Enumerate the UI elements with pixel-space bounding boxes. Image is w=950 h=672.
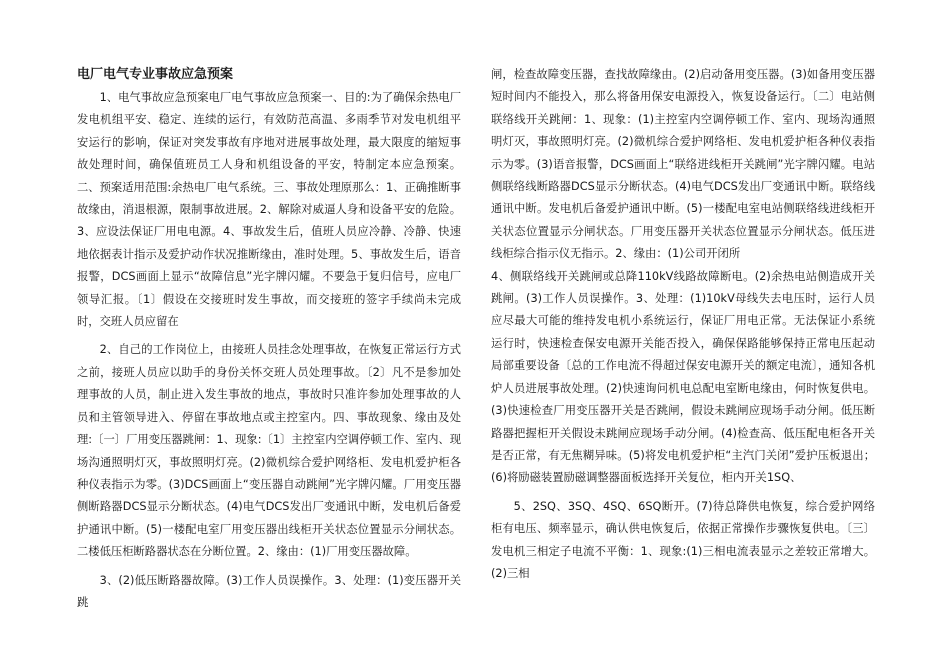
paragraph-5: 5、2SQ、3SQ、4SQ、6SQ断开。(7)待总降供电恢复，综合爱护网络柜有电压、频率显示，确认供电恢复后，依据正常操作步骤恢复供电。〔三〕发电机三相定子电流不平衡：1、现象:(1)三相电流表显示之差较正常增大。(2)三相 (491, 499, 875, 580)
paragraph-4: 4、侧联络线开关跳闸或总降110kV线路故障断电。(2)余热电站侧造成开关跳闸。(3)工作人员误操作。3、处理：(1)10kV母线失去电压时，运行人员应尽最大可能的维持发电机小系统运行，保证厂用电正常。无法保证小系统运行时，快速检查保安电源开关能否投入，确保保路能够保持正常电压起动局部重要设备〔总的工作电流不得超过保安电源开关的额定电流〕，通知各机炉人员进展事故处理。(2)快速询问机电总配电室断电缘由，何时恢复供电。(3)快速检查厂用变压器开关是否跳闸，假设未跳闸应现场手动分闸。低压断路器把握柜开关假设未跳闸应现场手动分闸。(4)检查高、低压配电柜各开关是否正常，有无焦糊异味。(5)将发电机爱护柜“主汽门关闭”爱护压板退出；(6)将励磁装置励磁调整器面板选择开关复位，柜内开关1SQ、 (491, 269, 875, 485)
paragraph-2: 2、自己的工作岗位上，由接班人员挂念处理事故，在恢复正常运行方式之前，接班人员应以助手的身份关怀交班人员处理事故。〔2〕凡不是参加处理事故的人员，制止进入发生事故的地点，事故时只准许参加处理事故的人员和主管领导进入、停留在事故地点或主控室内。四、事故现象、缘由及处理:〔一〕厂用变压器跳闸：1、现象:〔1〕主控室内空调停顿工作、室内、现场沟通照明灯灭，事故照明灯亮。(2)微机综合爱护网络柜、发电机爱护柜各种仪表指示为零。(3)DCS画面上“变压器自动跳闸”光字牌闪耀。厂用变压器侧断路器DCS显示分断状态。(4)电气DCS发出厂变通讯中断，发电机后备爱护通讯中断。(5)一楼配电室厂用变压器出线柜开关状态位置显示分闸状态。二楼低压柜断路器状态在分断位置。2、缘由：(1)厂用变压器故障。 (77, 343, 461, 559)
document-title: 电厂电气专业事故应急预案 (77, 67, 234, 82)
paragraph-3-continued: 闸，检查故障变压器，查找故障缘由。(2)启动备用变压器。(3)如备用变压器短时间内不能投入，那么将备用保安电源投入，恢复设备运行。〔二〕电站侧联络线开关跳闸：1、现象：(1)主控室内空调停顿工作、室内、现场沟通照明灯灭，事故照明灯亮。(2)微机综合爱护网络柜、发电机爱护柜各种仪表指示为零。(3)语音报警，DCS画面上“联络进线柜开关跳闸”光字牌闪耀。电站侧联络线断路器DCS显示分断状态。(4)电气DCS发出厂变通讯中断。联络线通讯中断。发电机后备爱护通讯中断。(5)一楼配电室电站侧联络线进线柜开关状态位置显示分闸状态。厂用变压器开关状态位置显示分闸状态。低压进线柜综合指示仪无指示。2、缘由：(1)公司开闭所 (491, 68, 875, 261)
paragraph-3: 3、(2)低压断路器故障。(3)工作人员误操作。3、处理：(1)变压器开关跳 (77, 573, 461, 609)
paragraph-1: 1、电气事故应急预案电厂电气事故应急预案一、目的:为了确保余热电厂发电机组平安、稳定、连续的运行，有效防范高温、多雨季节对发电机组平安运行的影响，保证对突发事故有序地对进展事故处理，最大限度的缩短事故处理时间，确保值班员工人身和机组设备的平安，特制定本应急预案。二、预案适用范围:余热电厂电气系统。三、事故处理原那么：1、正确推断事故缘由，消退根源，限制事故进展。2、解除对威逼人身和设备平安的危险。3、应设法保证厂用电电源。4、事故发生后，值班人员应冷静、冷静、快速地依据表计指示及爱护动作状况推断缘由，准时处理。5、事故发生后，语音报警，DCS画面上显示“故障信息”光字牌闪耀。不要急于复归信号，应电厂领导汇报。〔1〕假设在交接班时发生事故，而交接班的签字手续尚未完成时，交班人员应留在 (77, 91, 461, 329)
right-column (491, 64, 875, 585)
left-column (77, 64, 461, 614)
